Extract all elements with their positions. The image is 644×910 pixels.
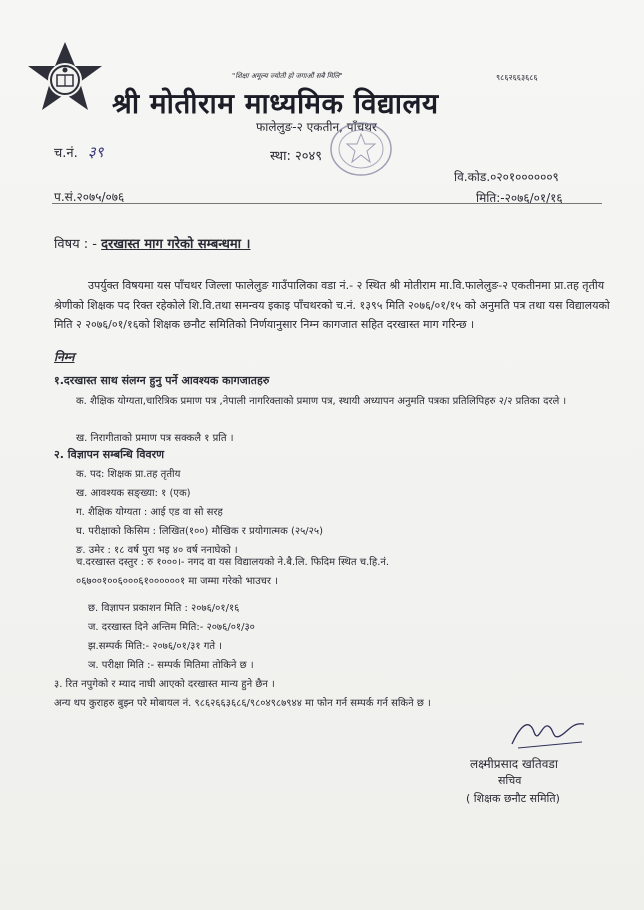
- subject-text: दरखास्त माग गरेको सम्बन्धमा ।: [101, 237, 251, 252]
- section-2-item: ङ. उमेर : १८ वर्ष पुरा भइ ४० वर्ष ननाघेको ।: [76, 545, 238, 556]
- letter-date: मिति:-२०७६/०१/१६: [476, 191, 563, 205]
- signer-title: सचिव: [498, 774, 522, 787]
- fiscal-year: प.सं.२०७५/०७६: [54, 190, 125, 204]
- section-1-title: १.दरखास्त साथ संलग्न हुनु पर्ने आवश्यक कागजातहरु: [54, 374, 270, 387]
- header-divider: [52, 203, 602, 204]
- signer-name: लक्ष्मीप्रसाद खतिवडा: [470, 757, 558, 771]
- signer-committee: ( शिक्षक छनौट समिति): [466, 792, 560, 805]
- school-stamp-icon: [328, 120, 394, 178]
- section-2-item: ग. शैक्षिक योग्यता : आई एड वा सो सरह: [76, 507, 223, 518]
- section-1-item-ka: क. शैक्षिक योग्यता,चारित्रिक प्रमाण पत्र ,नेपाली नागरिक्ताको प्रमाण पत्र, स्थायी अध्यापन अनुमति पत्रका प्रतिलिपिहरु २/२ प्रतिका दरले ।: [76, 396, 567, 407]
- section-2-item: छ. विज्ञापन प्रकाशन मिति : २०७६/०१/१६: [88, 603, 240, 614]
- subject-line: [54, 234, 250, 252]
- header-phone: ९८६२६६३६८६: [496, 73, 538, 82]
- reference-cha-no: [54, 142, 104, 162]
- school-motto: "शिक्षा अमूल्य ज्योती हो जगाऔं सबै मिलि": [232, 72, 343, 80]
- section-2-fee: च.दरखास्त दस्तुर : रु १०००।- नगद वा यस विद्यालयको ने.बै.लि. फिदिम स्थित च.हि.नं. ०६७००१००६०००६१००००००१ मा जम्मा गरेको भाउचर ।: [76, 557, 390, 587]
- section-3-text: ३. रित नपुगेको र म्याद नाघी आएको दरखास्त मान्य हुने छैन ।: [54, 679, 275, 690]
- school-code: वि.कोड.०२०१००००००९: [454, 170, 559, 184]
- section-2-title: २. विज्ञापन सम्बन्धि विवरण: [54, 448, 165, 461]
- section-2-item: झ.सम्पर्क मिति:- २०७६/०१/३१ गते ।: [88, 641, 223, 652]
- section-2-item: क. पद: शिक्षक प्रा.तह तृतीय: [76, 469, 181, 480]
- body-paragraph-text: उपर्युक्त विषयमा यस पाँचथर जिल्ला फालेलुङ गाउँपालिका वडा नं.- २ स्थित श्री मोतीराम मा.वि.फालेलुङ-२ एकतीनमा प्रा.तह तृतीय श्रेणीको शिक्षक पद रिक्त रहेकोले शि.वि.तथा समन्वय इकाइ पाँचथरको च.नं. १३९५ मिति २०७६/०१/१५ को अनुमति पत्र तथा यस विद्यालयको मिति २ २०७६/०१/१६को शिक्षक छनौट समितिको निर्णयानुसार निम्न कागजात सहित दरखास्त माग गरिन्छ ।: [54, 279, 610, 331]
- signature-icon: [508, 712, 588, 754]
- section-1-item-kha: ख. निरागीताको प्रमाण पत्र सक्कलै १ प्रति ।: [76, 433, 234, 444]
- section-2-item: ख. आवश्यक सङ्ख्या: १ (एक): [76, 488, 191, 499]
- subject-label: विषय : -: [54, 237, 97, 252]
- school-address: फालेलुङ-२ एकतीन, पाँचथर: [256, 120, 377, 134]
- established-year: स्था: २०४९: [270, 149, 323, 164]
- body-paragraph: [54, 276, 610, 335]
- school-name: श्री मोतीराम माध्यमिक विद्यालय: [112, 87, 439, 120]
- section-2-item: ञ. परीक्षा मिति :- सम्पर्क मितिमा तोकिने छ ।: [88, 660, 254, 671]
- cha-no-value: ३९: [87, 143, 104, 161]
- section-2-item: घ. परीक्षाको किसिम : लिखित(१००) मौखिक र प्रयोगात्मक (२५/२५): [76, 526, 323, 537]
- school-logo-icon: [26, 40, 104, 118]
- following-heading: निम्न: [54, 350, 75, 364]
- contact-text: अन्य थप कुराहरु बुझ्न परे मोबायल नं. ९८६२६६३६८६/९८०४९८७९४४ मा फोन गर्न सम्पर्क गर्न सकिने छ ।: [54, 698, 431, 709]
- cha-no-label: च.नं.: [54, 146, 78, 161]
- section-2-item: ज. दरखास्त दिने अन्तिम मिति:- २०७६/०१/३०: [88, 622, 255, 633]
